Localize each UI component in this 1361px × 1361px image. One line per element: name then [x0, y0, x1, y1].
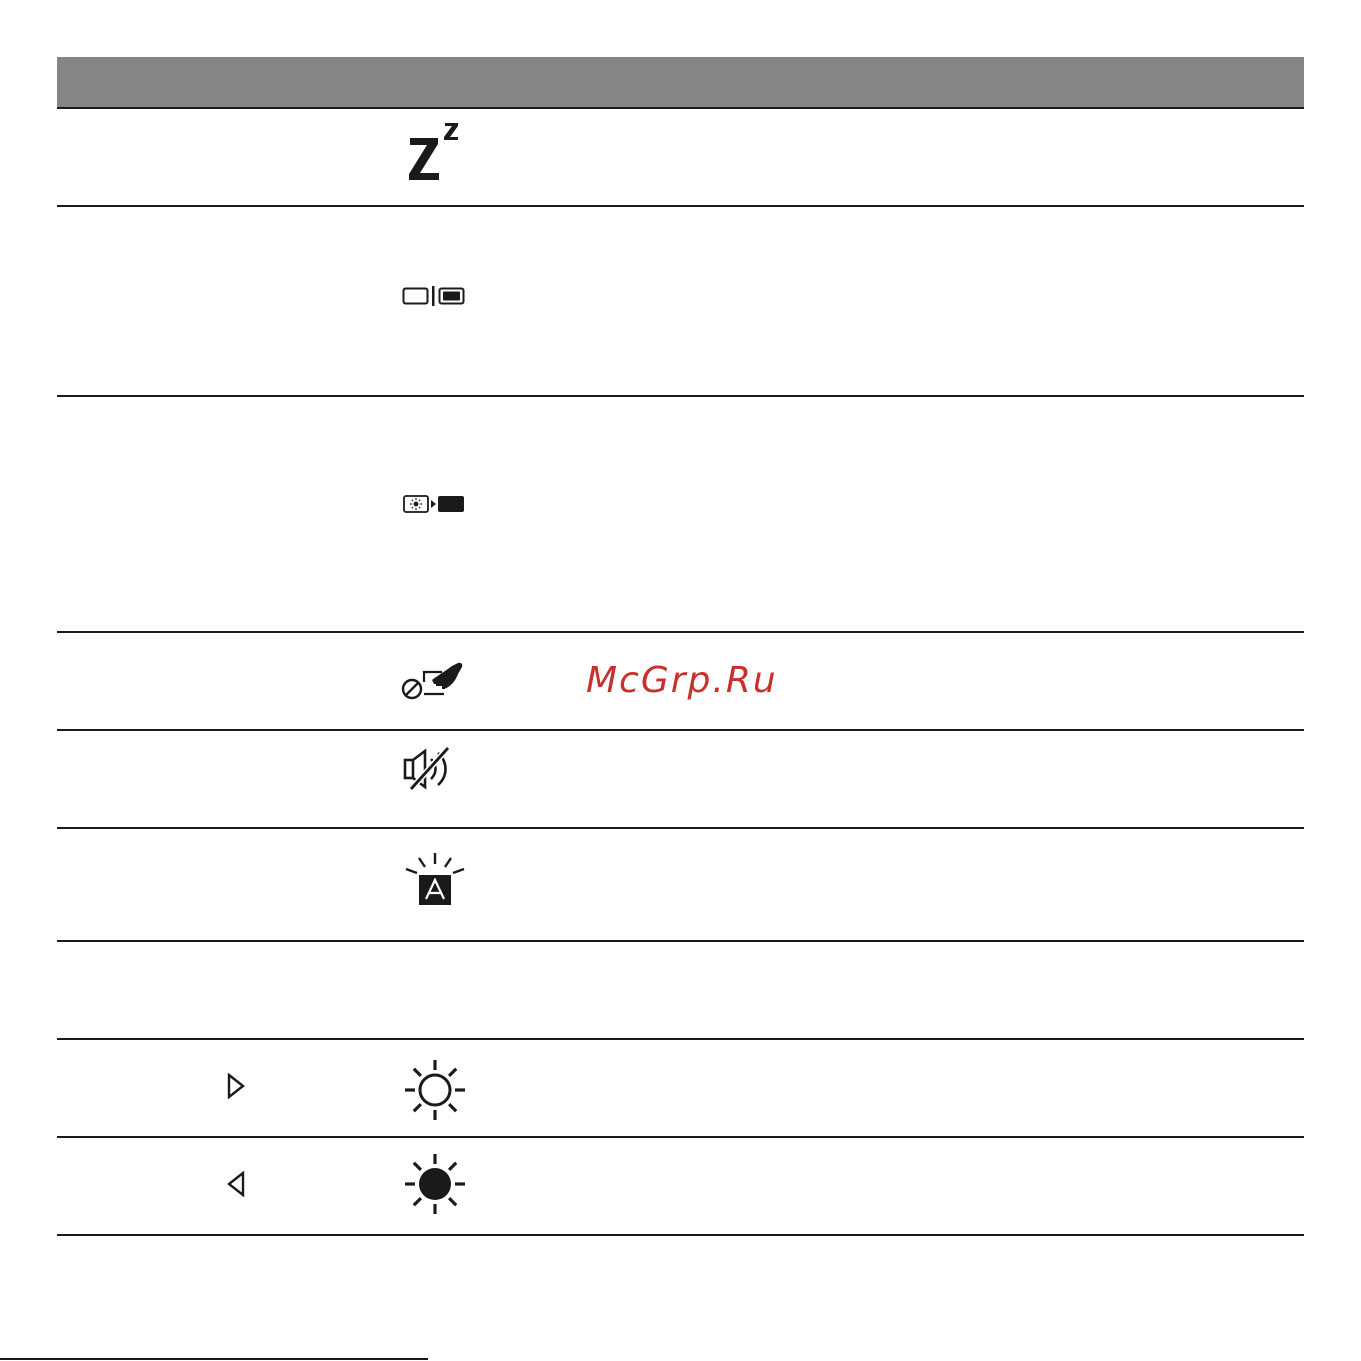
watermark-text: McGrp.Ru: [586, 660, 778, 701]
row-separator: [57, 1038, 1304, 1040]
touchpad-toggle-icon: [400, 660, 466, 702]
row-separator: [57, 827, 1304, 829]
row-separator: [57, 395, 1304, 397]
header-rule: [57, 107, 1304, 109]
footer-rule: [0, 1358, 428, 1360]
speaker-mute-icon: [402, 745, 458, 793]
row-separator: [57, 940, 1304, 942]
brightness-down-icon: [403, 1152, 467, 1216]
display-toggle-icon: [402, 285, 466, 307]
sleep-zz-icon: [406, 120, 466, 182]
keyboard-backlight-icon: [404, 852, 466, 908]
screen-blank-icon: [403, 494, 465, 514]
left-triangle-arrow-icon: [226, 1171, 246, 1197]
row-separator: [57, 1234, 1304, 1236]
row-separator: [57, 729, 1304, 731]
table-header-bar: [57, 57, 1304, 107]
right-triangle-arrow-icon: [226, 1073, 246, 1099]
brightness-up-icon: [403, 1058, 467, 1122]
row-separator: [57, 631, 1304, 633]
row-separator: [57, 1136, 1304, 1138]
row-separator: [57, 205, 1304, 207]
